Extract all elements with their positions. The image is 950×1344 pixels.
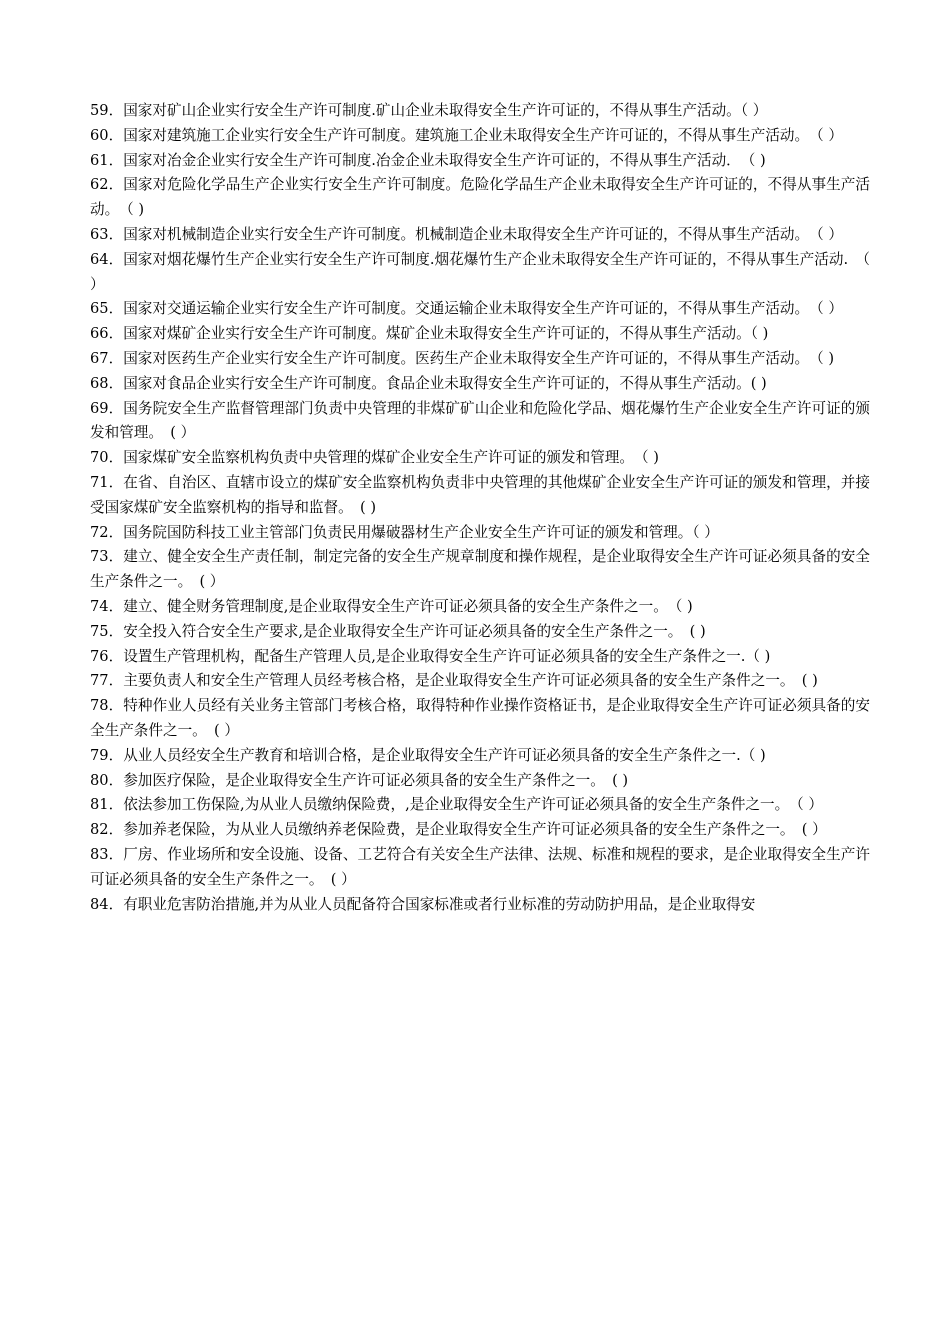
question-number: 81 xyxy=(90,796,109,814)
question-item xyxy=(90,645,870,670)
question-text: 建立、健全财务管理制度,是企业取得安全生产许可证必须具备的安全生产条件之一。 （ ) xyxy=(123,597,693,615)
question-number: 78 xyxy=(90,697,109,715)
question-number: 70 xyxy=(90,449,109,467)
question-text: 国务院国防科技工业主管部门负责民用爆破器材生产企业安全生产许可证的颁发和管理。（ ） xyxy=(123,523,719,541)
question-separator: ． xyxy=(108,325,124,343)
question-item xyxy=(90,545,870,595)
question-text: 厂房、作业场所和安全设施、设备、工艺符合有关安全生产法律、法规、标准和规程的要求，是企业取得安全生产许可证必须具备的安全生产条件之一。 ( ） xyxy=(90,845,870,888)
question-number: 71 xyxy=(90,473,109,491)
question-text: 从业人员经安全生产教育和培训合格，是企业取得安全生产许可证必须具备的安全生产条件之一.（ ) xyxy=(123,746,766,764)
question-number: 84 xyxy=(90,895,109,913)
question-item xyxy=(90,397,870,447)
question-item xyxy=(90,446,870,471)
question-text: 国家对矿山企业实行安全生产许可制度.矿山企业未取得安全生产许可证的，不得从事生产活动。（ ） xyxy=(123,102,768,119)
question-separator: ． xyxy=(108,399,124,417)
question-number: 60 xyxy=(90,126,109,144)
question-item xyxy=(90,521,870,546)
question-number: 59 xyxy=(90,102,109,119)
question-number: 65 xyxy=(90,300,109,318)
question-text: 国家对危险化学品生产企业实行安全生产许可制度。危险化学品生产企业未取得安全生产许可证的，不得从事生产活动。 （ ) xyxy=(90,176,870,219)
question-number: 67 xyxy=(90,349,109,367)
question-item xyxy=(90,769,870,794)
question-item xyxy=(90,669,870,694)
question-text: 依法参加工伤保险,为从业人员缴纳保险费，,是企业取得安全生产许可证必须具备的安全生产条件之一。 （ ） xyxy=(123,796,824,814)
question-separator: ． xyxy=(108,250,124,268)
question-number: 73 xyxy=(90,548,109,566)
question-item xyxy=(90,297,870,322)
question-item xyxy=(90,322,870,347)
question-separator: ． xyxy=(108,151,124,169)
question-text: 有职业危害防治措施,并为从业人员配备符合国家标准或者行业标准的劳动防护用品，是企业取得安 xyxy=(123,895,756,913)
question-item xyxy=(90,149,870,174)
question-text: 国家煤矿安全监察机构负责中央管理的煤矿企业安全生产许可证的颁发和管理。 （ ) xyxy=(123,449,659,467)
question-number: 66 xyxy=(90,325,109,343)
question-separator: ． xyxy=(108,300,124,318)
question-separator: ． xyxy=(108,821,124,839)
question-item xyxy=(90,893,870,918)
question-text: 国家对食品企业实行安全生产许可制度。食品企业未取得安全生产许可证的，不得从事生产活动。( ) xyxy=(123,374,767,392)
question-text: 国家对冶金企业实行安全生产许可制度.冶金企业未取得安全生产许可证的，不得从事生产活动． （ ) xyxy=(123,151,766,169)
question-number: 76 xyxy=(90,647,109,665)
question-text: 国家对煤矿企业实行安全生产许可制度。煤矿企业未取得安全生产许可证的，不得从事生产活动。（ ) xyxy=(123,325,769,343)
question-number: 64 xyxy=(90,250,109,268)
question-number: 74 xyxy=(90,597,109,615)
question-number: 77 xyxy=(90,672,109,690)
question-separator: ． xyxy=(108,225,124,243)
question-separator: ． xyxy=(108,349,124,367)
question-separator: ． xyxy=(108,597,124,615)
question-separator: ． xyxy=(108,746,124,764)
question-separator: ． xyxy=(108,473,124,491)
question-text: 国家对机械制造企业实行安全生产许可制度。机械制造企业未取得安全生产许可证的，不得从事生产活动。 （ ） xyxy=(123,225,843,243)
question-text: 主要负责人和安全生产管理人员经考核合格，是企业取得安全生产许可证必须具备的安全生产条件之一。 ( ) xyxy=(123,672,818,690)
question-item xyxy=(90,595,870,620)
question-separator: ． xyxy=(108,796,124,814)
question-item xyxy=(90,248,870,298)
question-item xyxy=(90,173,870,223)
question-number: 62 xyxy=(90,176,109,194)
question-number: 82 xyxy=(90,821,109,839)
question-text: 国家对烟花爆竹生产企业实行安全生产许可制度.烟花爆竹生产企业未取得安全生产许可证的，不得从事生产活动. （ ） xyxy=(90,250,870,293)
question-item xyxy=(90,694,870,744)
question-separator: ． xyxy=(108,449,124,467)
question-number: 83 xyxy=(90,845,109,863)
question-item xyxy=(90,372,870,397)
question-text: 国家对交通运输企业实行安全生产许可制度。交通运输企业未取得安全生产许可证的，不得从事生产活动。 （ ） xyxy=(123,300,843,318)
question-item xyxy=(90,471,870,521)
question-separator: ． xyxy=(108,126,124,144)
question-text: 在省、自治区、直辖市设立的煤矿安全监察机构负责非中央管理的其他煤矿企业安全生产许可证的颁发和管理，并接受国家煤矿安全监察机构的指导和监督。 ( ) xyxy=(90,473,870,516)
question-item xyxy=(90,124,870,149)
question-item xyxy=(90,347,870,372)
question-text: 安全投入符合安全生产要求,是企业取得安全生产许可证必须具备的安全生产条件之一。 ( ) xyxy=(123,622,706,640)
question-separator: ． xyxy=(108,548,124,566)
question-number: 72 xyxy=(90,523,109,541)
question-number: 68 xyxy=(90,374,109,392)
question-separator: ． xyxy=(108,622,124,640)
question-separator: ． xyxy=(108,523,124,541)
question-item xyxy=(90,744,870,769)
question-text: 国务院安全生产监督管理部门负责中央管理的非煤矿矿山企业和危险化学品、烟花爆竹生产企业安全生产许可证的颁发和管理。 ( ） xyxy=(90,399,870,442)
question-number: 80 xyxy=(90,771,109,789)
question-separator: ． xyxy=(108,176,124,194)
document-page xyxy=(90,99,870,917)
question-item xyxy=(90,818,870,843)
question-item xyxy=(90,843,870,893)
question-separator: ． xyxy=(108,102,124,119)
question-separator: ． xyxy=(108,895,124,913)
question-text: 参加养老保险，为从业人员缴纳养老保险费，是企业取得安全生产许可证必须具备的安全生产条件之一。 ( ） xyxy=(123,821,827,839)
question-text: 设置生产管理机构，配备生产管理人员,是企业取得安全生产许可证必须具备的安全生产条件之一.（ ) xyxy=(123,647,771,665)
question-separator: ． xyxy=(108,845,124,863)
question-separator: ． xyxy=(108,647,124,665)
question-number: 79 xyxy=(90,746,109,764)
question-separator: ． xyxy=(108,697,124,715)
question-item xyxy=(90,223,870,248)
question-text: 建立、健全安全生产责任制，制定完备的安全生产规章制度和操作规程，是企业取得安全生产许可证必须具备的安全生产条件之一。 ( ） xyxy=(90,548,870,591)
question-separator: ． xyxy=(108,672,124,690)
question-text: 特种作业人员经有关业务主管部门考核合格，取得特种作业操作资格证书，是企业取得安全生产许可证必须具备的安全生产条件之一。 ( ） xyxy=(90,697,870,739)
question-number: 61 xyxy=(90,151,109,169)
question-separator: ． xyxy=(108,374,124,392)
question-text: 参加医疗保险，是企业取得安全生产许可证必须具备的安全生产条件之一。 ( ) xyxy=(123,771,629,789)
question-separator: ． xyxy=(108,771,124,789)
question-text: 国家对医药生产企业实行安全生产许可制度。医药生产企业未取得安全生产许可证的，不得从事生产活动。 （ ) xyxy=(123,349,835,367)
question-number: 63 xyxy=(90,225,109,243)
question-item xyxy=(90,620,870,645)
question-text: 国家对建筑施工企业实行安全生产许可制度。建筑施工企业未取得安全生产许可证的，不得从事生产活动。 （ ） xyxy=(123,126,843,144)
question-number: 75 xyxy=(90,622,109,640)
question-number: 69 xyxy=(90,399,109,417)
question-item xyxy=(90,99,870,124)
question-item xyxy=(90,793,870,818)
